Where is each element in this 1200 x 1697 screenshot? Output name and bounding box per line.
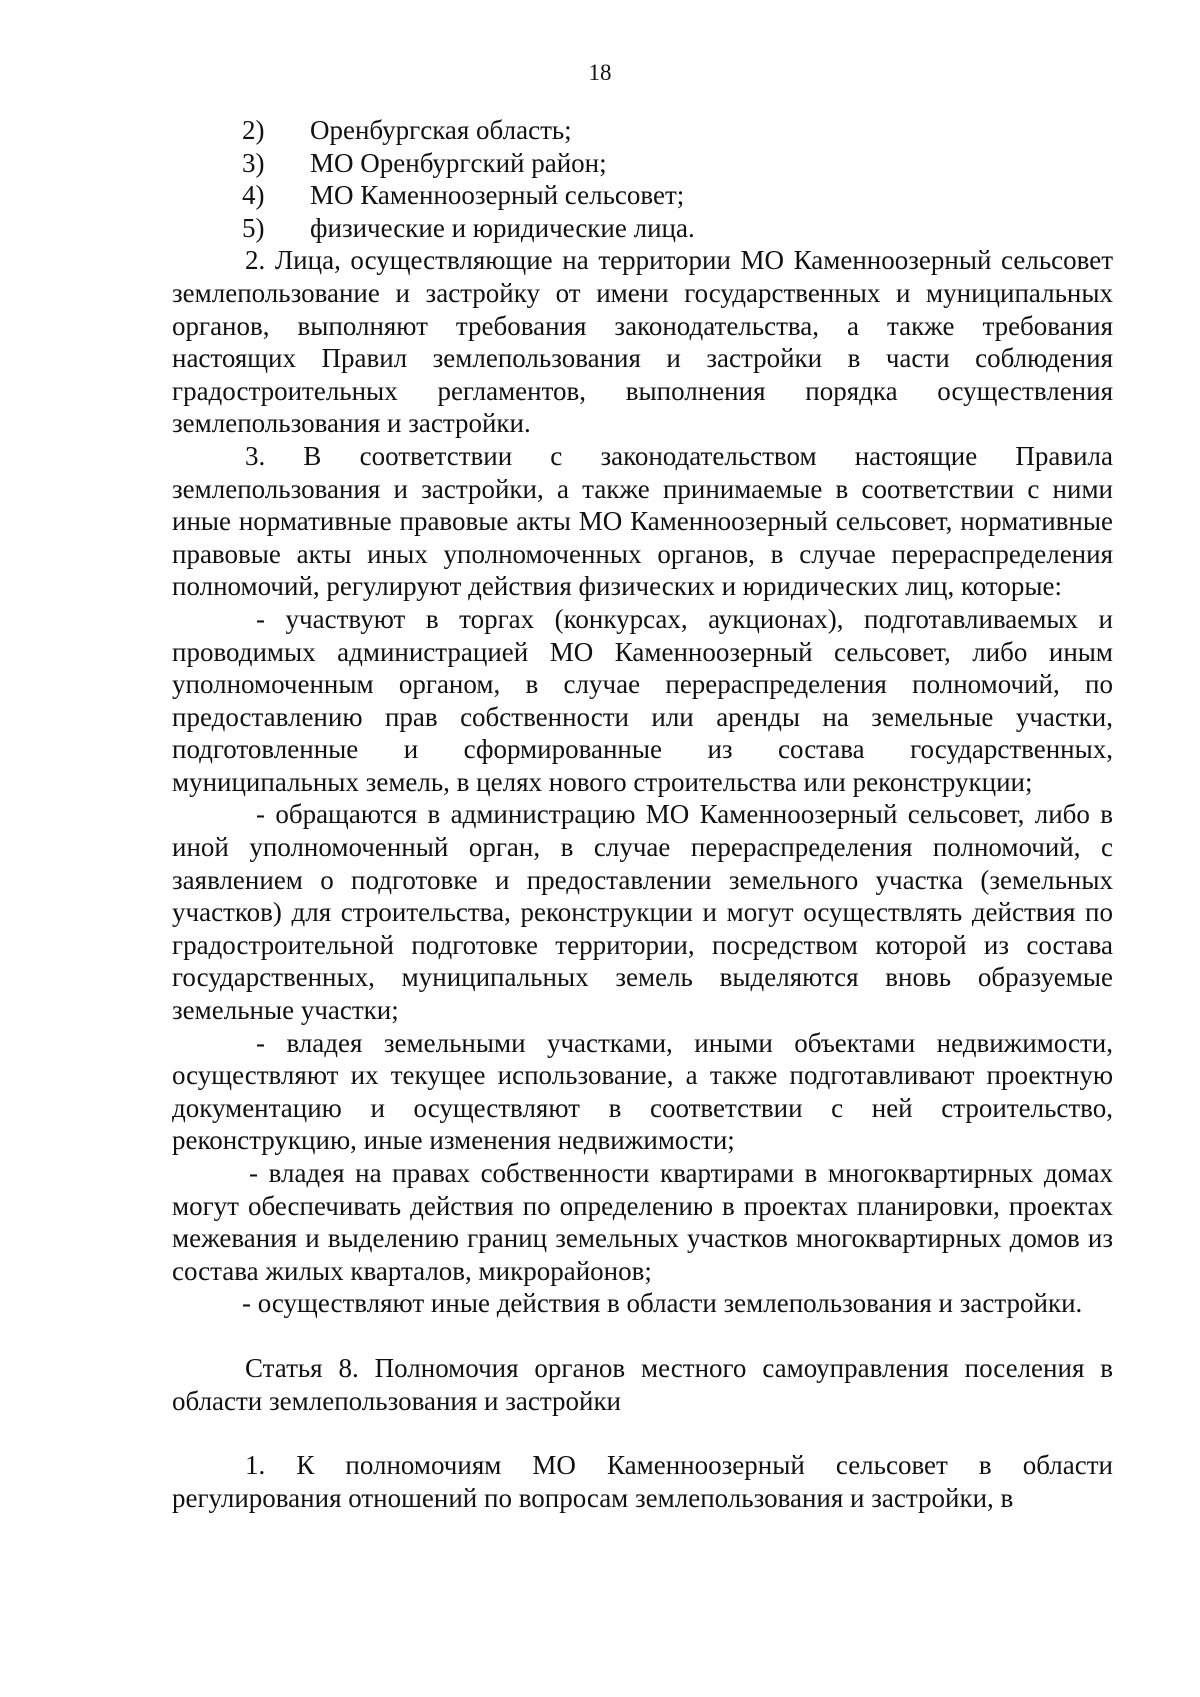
list-text: МО Оренбургский район;: [310, 147, 607, 178]
page-number: 18: [588, 60, 612, 85]
paragraph-3: 3. В соответствии с законодательством настоящие Правила землепользования и застройки, а также принимаемые в соответствии с ними иные нормативные правовые акты МО Каменноозерный сельсовет, нормативные правовые акты иных уполномоченных органов, в случае перераспределения полномочий, регулируют действия физических и юридических лиц, которые:: [172, 440, 1113, 602]
list-item: [172, 212, 1113, 245]
list-item: [172, 147, 1113, 180]
article-paragraph-1: 1. К полномочиям МО Каменноозерный сельсовет в области регулирования отношений по вопросам землепользования и застройки, в: [172, 1450, 1113, 1513]
list-number: 3): [242, 147, 265, 178]
dash-item-bidding: - участвуют в торгах (конкурсах, аукционах), подготавливаемых и проводимых администрацией МО Каменноозерный сельсовет, либо иным уполномоченным органом, в случае перераспределения полномочий, по предоставлению прав собственности или аренды на земельные участки, подготовленные и сформированные из состава государственных, муниципальных земель, в целях нового строительства или реконструкции;: [172, 603, 1113, 797]
list-item: [172, 114, 1113, 147]
document-body: [172, 114, 1113, 1514]
article-heading: Статья 8. Полномочия органов местного самоуправления поселения в области землепользования и застройки: [172, 1352, 1113, 1416]
list-text: Оренбургская область;: [310, 115, 572, 145]
list-item: [172, 179, 1113, 212]
dash-item-apartments: - владея на правах собственности квартирами в многоквартирных домах могут обеспечивать действия по определению в проектах планировки, проектах межевания и выделению границ земельных участков многоквартирных домов из состава жилых кварталов, микрорайонов;: [172, 1158, 1113, 1286]
dash-item-application: - обращаются в администрацию МО Каменноозерный сельсовет, либо в иной уполномоченный орган, в случае перераспределения полномочий, с заявлением о подготовке и предоставлении земельного участка (земельных участков) для строительства, реконструкции и могут осуществлять действия по градостроительной подготовке территории, посредством которой из состава государственных, муниципальных земель выделяются вновь образуемые земельные участки;: [172, 799, 1113, 1026]
dash-item-other-actions: - осуществляют иные действия в области землепользования и застройки.: [242, 1288, 1083, 1319]
list-number: 2): [242, 115, 265, 145]
paragraph-2: 2. Лица, осуществляющие на территории МО Каменноозерный сельсовет землепользование и застройку от имени государственных и муниципальных органов, выполняют требования законодательства, а также требования настоящих Правил землепользования и застройки в части соблюдения градостроительных регламентов, выполнения порядка осуществления землепользования и застройки.: [172, 245, 1113, 439]
list-number: 4): [242, 180, 265, 211]
list-number: 5): [242, 212, 265, 243]
dash-item-owning-land: - владея земельными участками, иными объектами недвижимости, осуществляют их текущее использование, а также подготавливают проектную документацию и осуществляют в соответствии с ней строительство, реконструкцию, иные изменения недвижимости;: [172, 1027, 1113, 1156]
list-text: физические и юридические лица.: [310, 212, 695, 243]
list-text: МО Каменноозерный сельсовет;: [310, 180, 685, 211]
